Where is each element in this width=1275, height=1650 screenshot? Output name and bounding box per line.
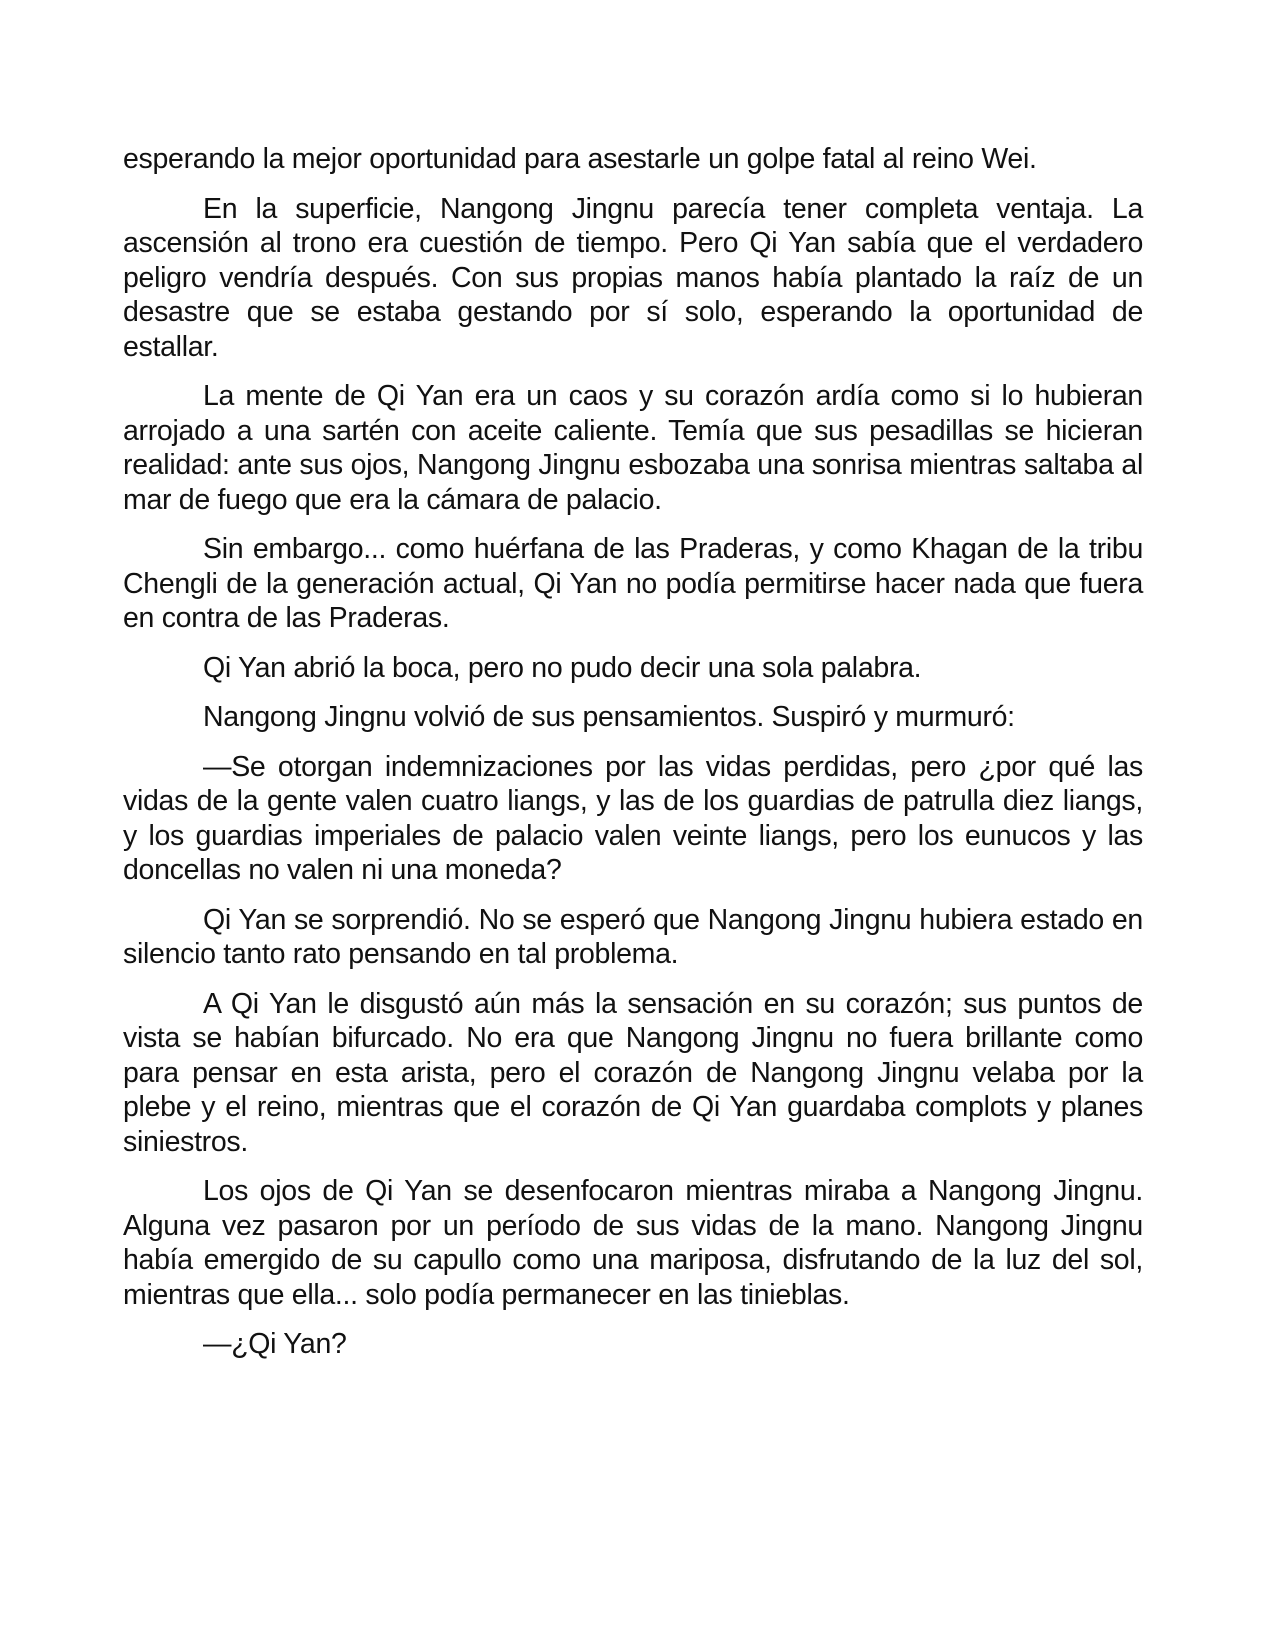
paragraph: Qi Yan se sorprendió. No se esperó que Nangong Jingnu hubiera estado en silencio tanto rato pensando en tal problema. — [123, 903, 1143, 970]
paragraph: Los ojos de Qi Yan se desenfocaron mientras miraba a Nangong Jingnu. Alguna vez pasaron por un período de sus vidas de la mano. Nangong Jingnu había emergido de su capullo como una mariposa, disfrutando de la luz del sol, mientras que ella... solo podía permanecer en las tinieblas. — [123, 1175, 1143, 1311]
dialogue-paragraph: —¿Qi Yan? — [203, 1328, 347, 1360]
paragraph: Nangong Jingnu volvió de sus pensamientos. Suspiró y murmuró: — [203, 701, 1015, 733]
paragraph: En la superficie, Nangong Jingnu parecía tener completa ventaja. La ascensión al trono era cuestión de tiempo. Pero Qi Yan sabía que el verdadero peligro vendría después. Con sus propias manos había plantado la raíz de un desastre que se estaba gestando por sí solo, esperando la oportunidad de estallar. — [123, 192, 1143, 363]
dialogue-paragraph: —Se otorgan indemnizaciones por las vidas perdidas, pero ¿por qué las vidas de la gente valen cuatro liangs, y las de los guardias de patrulla diez liangs, y los guardias imperiales de palacio valen veinte liangs, pero los eunucos y las doncellas no valen ni una moneda? — [123, 750, 1143, 886]
paragraph: La mente de Qi Yan era un caos y su corazón ardía como si lo hubieran arrojado a una sartén con aceite caliente. Temía que sus pesadillas se hicieran realidad: ante sus ojos, Nangong Jingnu esbozaba una sonrisa mientras saltaba al mar de fuego que era la cámara de palacio. — [123, 380, 1143, 516]
paragraph: Qi Yan abrió la boca, pero no pudo decir una sola palabra. — [203, 651, 922, 684]
paragraph-continuation: esperando la mejor oportunidad para asestarle un golpe fatal al reino Wei. — [123, 143, 1037, 175]
page-body — [123, 142, 1143, 1377]
paragraph: A Qi Yan le disgustó aún más la sensación en su corazón; sus puntos de vista se habían bifurcado. No era que Nangong Jingnu no fuera brillante como para pensar en esta arista, pero el corazón de Nangong Jingnu velaba por la plebe y el reino, mientras que el corazón de Qi Yan guardaba complots y planes siniestros. — [123, 987, 1143, 1158]
paragraph: Sin embargo... como huérfana de las Praderas, y como Khagan de la tribu Chengli de la generación actual, Qi Yan no podía permitirse hacer nada que fuera en contra de las Praderas. — [123, 533, 1143, 634]
